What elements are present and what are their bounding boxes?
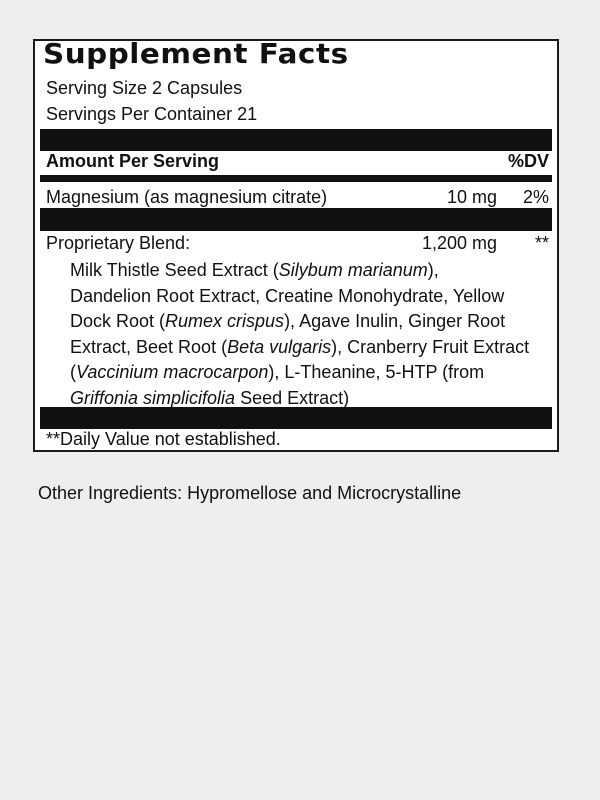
thick-divider-3 <box>40 407 552 429</box>
medium-divider <box>40 175 552 182</box>
serving-size: Serving Size 2 Capsules <box>46 78 243 98</box>
blend-ingredients <box>70 258 550 411</box>
thick-divider-2 <box>40 208 552 231</box>
blend-name: Proprietary Blend: <box>46 233 191 253</box>
nutrient-amount: 10 mg <box>446 187 497 207</box>
footnote: **Daily Value not established. <box>46 429 281 449</box>
nutrient-name: Magnesium (as magnesium citrate) <box>46 187 328 207</box>
ingredient-line-3: Dock Root (Rumex crispus), Agave Inulin, Ginger Root <box>70 311 506 331</box>
amount-per-serving-header: Amount Per Serving <box>46 151 220 171</box>
panel-title: Supplement Facts <box>43 37 349 70</box>
servings-per-container: Servings Per Container 21 <box>46 104 258 124</box>
ingredient-line-2: Dandelion Root Extract, Creatine Monohydrate, Yellow <box>70 285 505 306</box>
thick-divider <box>40 129 552 151</box>
dv-header: %DV <box>507 151 549 171</box>
ingredient-line-6: Griffonia simplicifolia Seed Extract) <box>70 387 350 408</box>
ingredient-line-4: Extract, Beet Root (Beta vulgaris), Cranberry Fruit Extract <box>70 336 530 357</box>
other-ingredients: Other Ingredients: Hypromellose and Microcrystalline <box>38 483 462 503</box>
blend-dv: ** <box>534 233 549 253</box>
blend-amount: 1,200 mg <box>421 233 497 253</box>
ingredient-line-5: (Vaccinium macrocarpon), L-Theanine, 5-HTP (from <box>70 362 485 382</box>
nutrient-dv: 2% <box>522 187 549 207</box>
ingredient-line-1: Milk Thistle Seed Extract (Silybum marianum), <box>70 260 439 280</box>
supplement-facts-panel <box>33 39 559 452</box>
